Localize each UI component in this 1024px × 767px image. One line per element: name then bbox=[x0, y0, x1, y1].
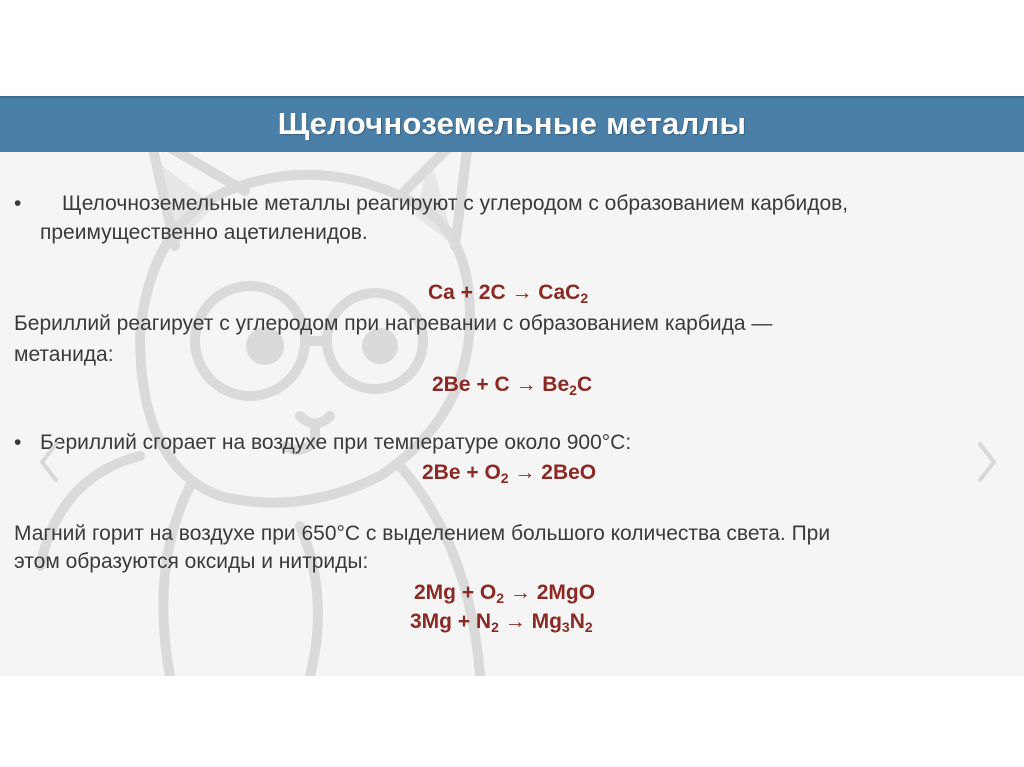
equation-5-subscript: 3 bbox=[561, 619, 570, 635]
equation-1-subscript: 2 bbox=[580, 290, 589, 306]
equation-2-part: 2Be + C → Be bbox=[432, 373, 570, 396]
slide-title: Щелочноземельные металлы bbox=[277, 106, 747, 141]
equation-2-part: C bbox=[576, 373, 593, 396]
equation-5-subscript: 2 bbox=[584, 619, 593, 635]
equation-3-subscript: 2 bbox=[500, 470, 509, 486]
paragraph-4-line-1: Магний горит на воздухе при 650°С с выделением большого количества света. При bbox=[14, 522, 831, 545]
equation-mg-n2 bbox=[410, 609, 593, 635]
equation-1-part: Ca + 2C → CaC bbox=[428, 281, 581, 304]
paragraph-2-line-1: Бериллий реагирует с углеродом при нагревании с образованием карбида — bbox=[14, 312, 773, 335]
equation-4-subscript: 2 bbox=[496, 590, 505, 606]
bullet-marker: • bbox=[14, 192, 22, 215]
equation-5-part: 3Mg + N bbox=[410, 610, 492, 633]
chevron-right-icon[interactable] bbox=[972, 440, 1002, 484]
paragraph-3-line-1: Бериллий сгорает на воздухе при температуре около 900°C: bbox=[40, 431, 632, 454]
equation-5-part: N bbox=[569, 610, 585, 633]
equation-be-o2 bbox=[422, 460, 596, 486]
equation-5-part: → Mg bbox=[498, 610, 562, 633]
equation-5-subscript: 2 bbox=[491, 619, 499, 635]
paragraph-2-line-2: метанида: bbox=[14, 343, 114, 366]
chevron-left-icon[interactable] bbox=[34, 440, 64, 484]
equation-4-part: 2Mg + O bbox=[414, 581, 497, 604]
equation-mg-o2 bbox=[414, 580, 595, 606]
equation-be-c bbox=[432, 372, 592, 398]
equation-4-part: → 2MgO bbox=[504, 581, 596, 604]
paragraph-1-line-1: Щелочноземельные металлы реагируют с углеродом с образованием карбидов, bbox=[62, 192, 849, 215]
equation-ca-c bbox=[428, 280, 588, 306]
equation-3-part: → 2BeO bbox=[508, 461, 597, 484]
equation-2-subscript: 2 bbox=[569, 382, 577, 398]
slide-body bbox=[0, 96, 1024, 676]
slide bbox=[0, 96, 1024, 676]
paragraph-4-line-2: этом образуются оксиды и нитриды: bbox=[14, 550, 369, 573]
paragraph-1-line-2: преимущественно ацетиленидов. bbox=[40, 221, 368, 244]
equation-3-part: 2Be + O bbox=[422, 461, 501, 484]
bullet-marker: • bbox=[14, 431, 22, 454]
